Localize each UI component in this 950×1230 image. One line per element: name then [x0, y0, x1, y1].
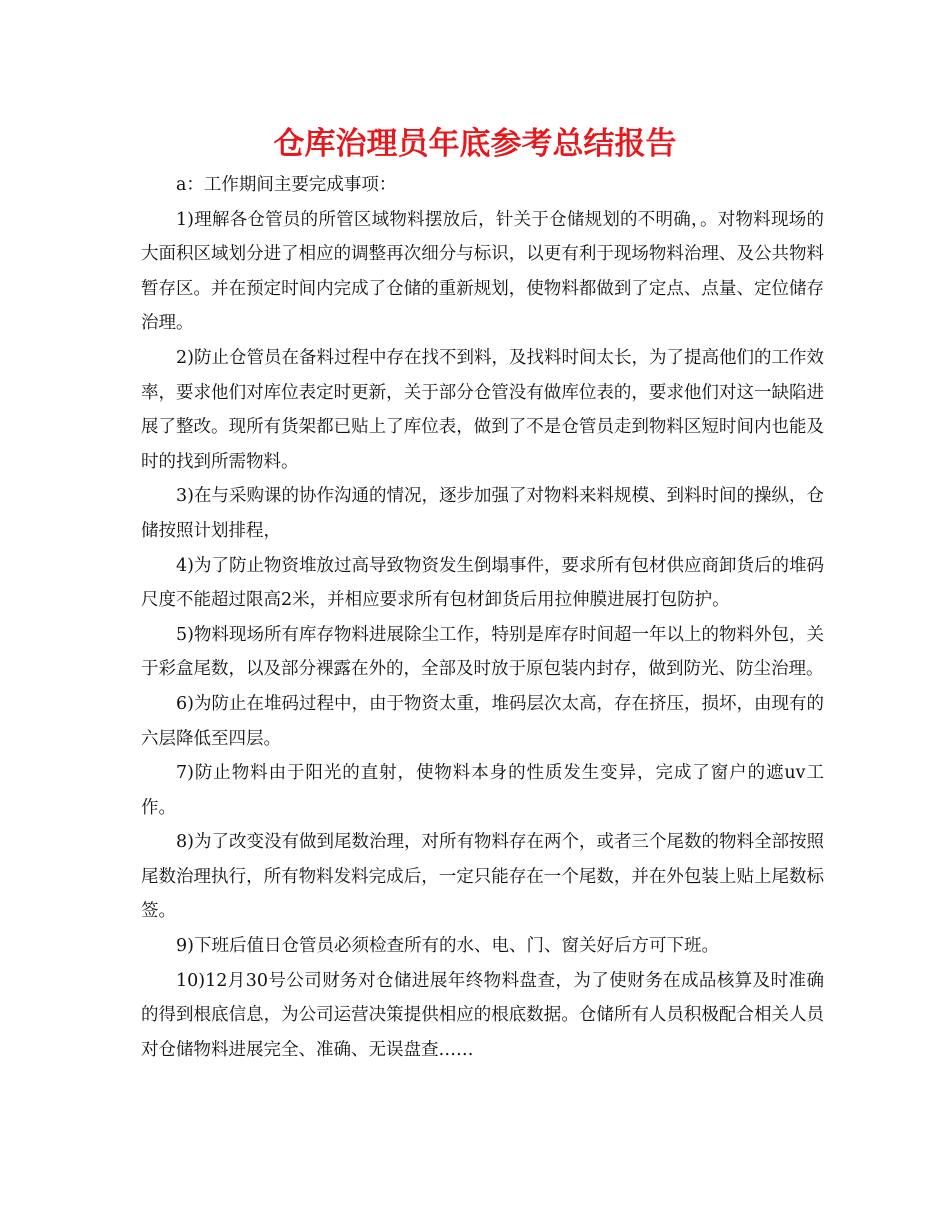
paragraph-item-2: 2)防止仓管员在备料过程中存在找不到料，及找料时间太长，为了提高他们的工作效率，要求他们对库位表定时更新，关于部分仓管没有做库位表的，要求他们对这一缺陷进展了整改。现所有货架都已贴上了库位表，做到了不是仓管员走到物料区短时间内也能及时的找到所需物料。 [141, 347, 824, 472]
paragraph-item-1: 1)理解各仓管员的所管区域物料摆放后，针关于仓储规划的不明确，。对物料现场的大面积区域划分进了相应的调整再次细分与标识，以更有利于现场物料治理、及公共物料暂存区。并在预定时间内完成了仓储的重新规划，使物料都做到了定点、点量、定位储存治理。 [141, 209, 824, 334]
paragraph-item-9: 9)下班后值日仓管员必须检查所有的水、电、门、窗关好后方可下班。 [176, 936, 719, 957]
paragraph-item-8: 8)为了改变没有做到尾数治理，对所有物料存在两个，或者三个尾数的物料全部按照尾数治理执行，所有物料发料完成后，一定只能存在一个尾数，并在外包装上贴上尾数标签。 [141, 832, 824, 922]
paragraph-item-7: 7)防止物料由于阳光的直射，使物料本身的性质发生变异，完成了窗户的遮uv工作。 [141, 763, 824, 818]
document-title: 仓库治理员年底参考总结报告 [273, 126, 677, 162]
document-body [141, 168, 824, 1067]
paragraph-item-6: 6)为防止在堆码过程中，由于物资太重，堆码层次太高，存在挤压，损坏，由现有的六层降低至四层。 [141, 693, 824, 749]
paragraph-item-4: 4)为了防止物资堆放过高导致物资发生倒塌事件，要求所有包材供应商卸货后的堆码尺度不能超过限高2米，并相应要求所有包材卸货后用拉伸膜进展打包防护。 [141, 555, 824, 611]
paragraph-item-3: 3)在与采购课的协作沟通的情况，逐步加强了对物料来料规模、到料时间的操纵，仓储按照计划排程， [141, 486, 824, 541]
paragraph-intro: a：工作期间主要完成事项： [176, 175, 397, 195]
paragraph-item-5: 5)物料现场所有库存物料进展除尘工作，特别是库存时间超一年以上的物料外包，关于彩盒尾数，以及部分裸露在外的，全部及时放于原包装内封存，做到防光、防尘治理。 [141, 624, 824, 680]
paragraph-item-10: 10)12月30号公司财务对仓储进展年终物料盘查，为了使财务在成品核算及时准确的得到根底信息，为公司运营决策提供相应的根底数据。仓储所有人员积极配合相关人员对仓储物料进展完全、准确、无误盘查…… [141, 970, 824, 1060]
